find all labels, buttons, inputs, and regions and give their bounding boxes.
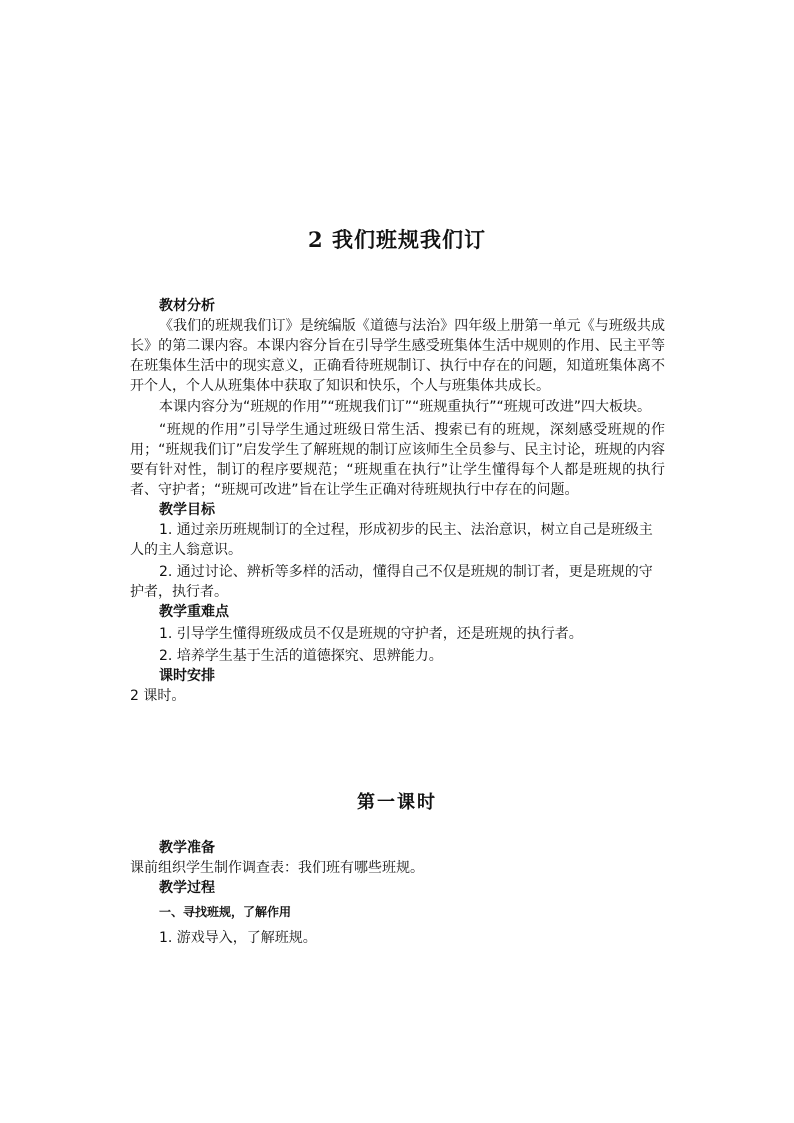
step-one-heading: 一、寻找班规，了解作用 bbox=[159, 905, 292, 919]
analysis-heading: 教材分析 bbox=[159, 298, 215, 314]
step-one-item-1: 1. 游戏导入，了解班规。 bbox=[159, 930, 317, 946]
goal-item-2: 2. 通过讨论、辨析等多样的活动，懂得自己不仅是班规的制订者，更是班规的守护者，执行者。 bbox=[130, 564, 653, 600]
key-point-1: 1. 引导学生懂得班级成员不仅是班规的守护者，还是班规的执行者。 bbox=[159, 626, 583, 642]
key-point-2: 2. 培养学生基于生活的道德探究、思辨能力。 bbox=[159, 648, 443, 664]
document-title: 2 我们班规我们订 bbox=[308, 227, 486, 252]
analysis-paragraph-1: 《我们的班规我们订》是统编版《道德与法治》四年级上册第一单元《与班级共成长》的第二课内容。本课内容分旨在引导学生感受班集体生活中规则的作用、民主平等在班集体生活中的现实意义，正确看待班规制订、执行中存在的问题，知道班集体离不开个人，个人从班集体中获取了知识和快乐，个人与班集体共成长。 bbox=[130, 318, 665, 394]
lesson-one-body bbox=[130, 838, 665, 948]
goals-heading: 教学目标 bbox=[159, 502, 215, 518]
analysis-paragraph-3: “班规的作用”引导学生通过班级日常生活、搜索已有的班规，深刻感受班规的作用；“班规我们订”启发学生了解班规的制订应该师生全员参与、民主讨论，班规的内容要有针对性，制订的程序要规范；“班规重在执行”让学生懂得每个人都是班规的执行者、守护者；“班规可改进”旨在让学生正确对待班规执行中存在的问题。 bbox=[130, 422, 665, 498]
schedule-heading: 课时安排 bbox=[159, 668, 215, 684]
schedule-text: 2 课时。 bbox=[130, 688, 186, 704]
process-heading: 教学过程 bbox=[159, 880, 215, 896]
lesson-title: 第一课时 bbox=[357, 792, 437, 813]
analysis-paragraph-2: 本课内容分为“班规的作用”“班规我们订”“班规重执行”“班规可改进”四大板块。 bbox=[159, 399, 652, 415]
prep-heading: 教学准备 bbox=[159, 840, 215, 856]
key-points-heading: 教学重难点 bbox=[159, 604, 229, 620]
prep-text: 课前组织学生制作调查表：我们班有哪些班规。 bbox=[130, 860, 424, 876]
lesson-plan-body bbox=[130, 296, 665, 706]
goal-item-1: 1. 通过亲历班规制订的全过程，形成初步的民主、法治意识，树立自己是班级主人的主人翁意识。 bbox=[130, 522, 653, 558]
